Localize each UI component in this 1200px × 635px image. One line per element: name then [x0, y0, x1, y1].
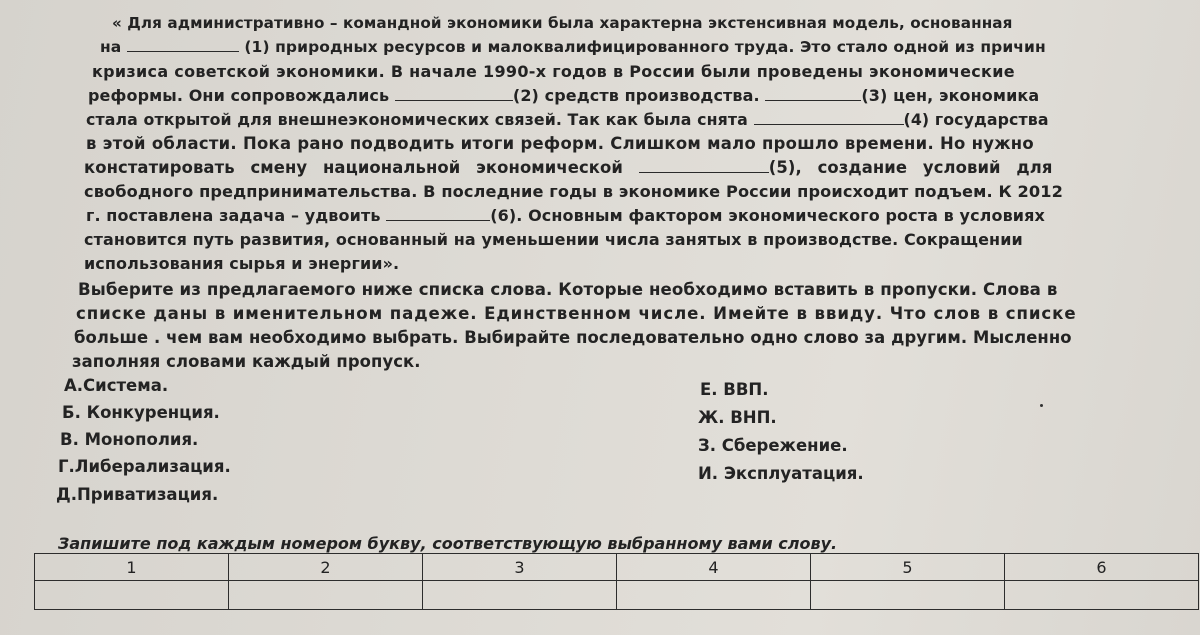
task-line-2: списке даны в именительном падеже. Единственном числе. Имейте в ввиду. Что слов в списке — [76, 304, 1077, 323]
answer-blank-2 — [395, 88, 513, 101]
paragraph-text: на — [100, 38, 122, 56]
answer-table-header-cell: 4 — [617, 554, 811, 581]
paragraph-line-6: в этой области. Пока рано подводить итоги реформ. Слишком мало прошло времени. Но нужно — [86, 134, 1034, 153]
answer-table-header-cell: 2 — [229, 554, 423, 581]
answer-cell-4[interactable] — [617, 581, 811, 610]
paragraph-text: (3) цен, экономика — [861, 86, 1040, 105]
answer-table-header-cell: 5 — [811, 554, 1005, 581]
paragraph-text: (1) природных ресурсов и малоквалифицированного труда. Это стало одной из причин — [244, 38, 1046, 56]
answer-blank-5 — [639, 160, 769, 173]
paragraph-line-3: кризиса советской экономики. В начале 1990-х годов в России были проведены экономические — [92, 62, 1015, 81]
option-v: В. Монополия. — [60, 430, 199, 449]
answer-cell-1[interactable] — [35, 581, 229, 610]
paragraph-line-11: использования сырья и энергии». — [84, 254, 400, 273]
paragraph-text: (4) государства — [903, 110, 1049, 129]
paragraph-line-8: свободного предпринимательства. В последние годы в экономике России происходит подъем. К 2012 — [84, 182, 1063, 201]
answer-blank-6 — [386, 208, 490, 221]
task-line-4: заполняя словами каждый пропуск. — [72, 352, 421, 371]
option-zh: Ж. ВНП. — [698, 408, 777, 427]
answer-table — [34, 553, 1199, 610]
answer-blank-4 — [754, 112, 904, 125]
answer-cell-2[interactable] — [229, 581, 423, 610]
option-d: Д.Приватизация. — [56, 485, 219, 504]
paragraph-line-1: « Для административно – командной экономики была характерна экстенсивная модель, основанная — [112, 14, 1013, 32]
paragraph-text: стала открытой для внешнеэкономических связей. Так как была снята — [86, 110, 748, 129]
paragraph-text: реформы. Они сопровождались — [88, 86, 390, 105]
paragraph-text: (2) средств производства. — [512, 86, 760, 105]
paragraph-text: (5), создание условий для — [768, 158, 1053, 177]
option-z: З. Сбережение. — [698, 436, 848, 455]
answer-blank-3 — [765, 88, 861, 101]
answer-cell-3[interactable] — [423, 581, 617, 610]
paper-speck — [1040, 404, 1043, 407]
option-e: Е. ВВП. — [700, 380, 769, 399]
paragraph-text: констатировать смену национальной экономической — [84, 158, 623, 177]
task-line-3: больше . чем вам необходимо выбрать. Выбирайте последовательно одно слово за другим. Мысленно — [74, 328, 1072, 347]
paragraph-line-5 — [86, 110, 1049, 129]
option-a: А.Система. — [64, 376, 169, 395]
paragraph-line-4 — [88, 86, 1039, 105]
option-g: Г.Либерализация. — [58, 457, 231, 476]
paragraph-text: г. поставлена задача – удвоить — [86, 206, 381, 225]
option-i: И. Эксплуатация. — [698, 464, 864, 483]
answer-blank-1 — [127, 39, 239, 52]
paragraph-line-7 — [84, 158, 1053, 177]
answer-table-header-cell: 1 — [35, 554, 229, 581]
answer-table-header-row — [35, 554, 1199, 581]
answer-cell-5[interactable] — [811, 581, 1005, 610]
option-b: Б. Конкуренция. — [62, 403, 220, 422]
task-line-1: Выберите из предлагаемого ниже списка слова. Которые необходимо вставить в пропуски. Слова в — [78, 280, 1058, 299]
paragraph-line-2 — [100, 38, 1046, 56]
answer-table-header-cell: 3 — [423, 554, 617, 581]
paragraph-text: (6). Основным фактором экономического роста в условиях — [490, 206, 1045, 225]
answer-table-header-cell: 6 — [1005, 554, 1199, 581]
answer-cell-6[interactable] — [1005, 581, 1199, 610]
answer-instruction: Запишите под каждым номером букву, соответствующую выбранному вами слову. — [58, 534, 838, 553]
paragraph-line-9 — [86, 206, 1045, 225]
answer-table-input-row — [35, 581, 1199, 610]
paragraph-line-10: становится путь развития, основанный на уменьшении числа занятых в производстве. Сокращении — [84, 230, 1023, 249]
